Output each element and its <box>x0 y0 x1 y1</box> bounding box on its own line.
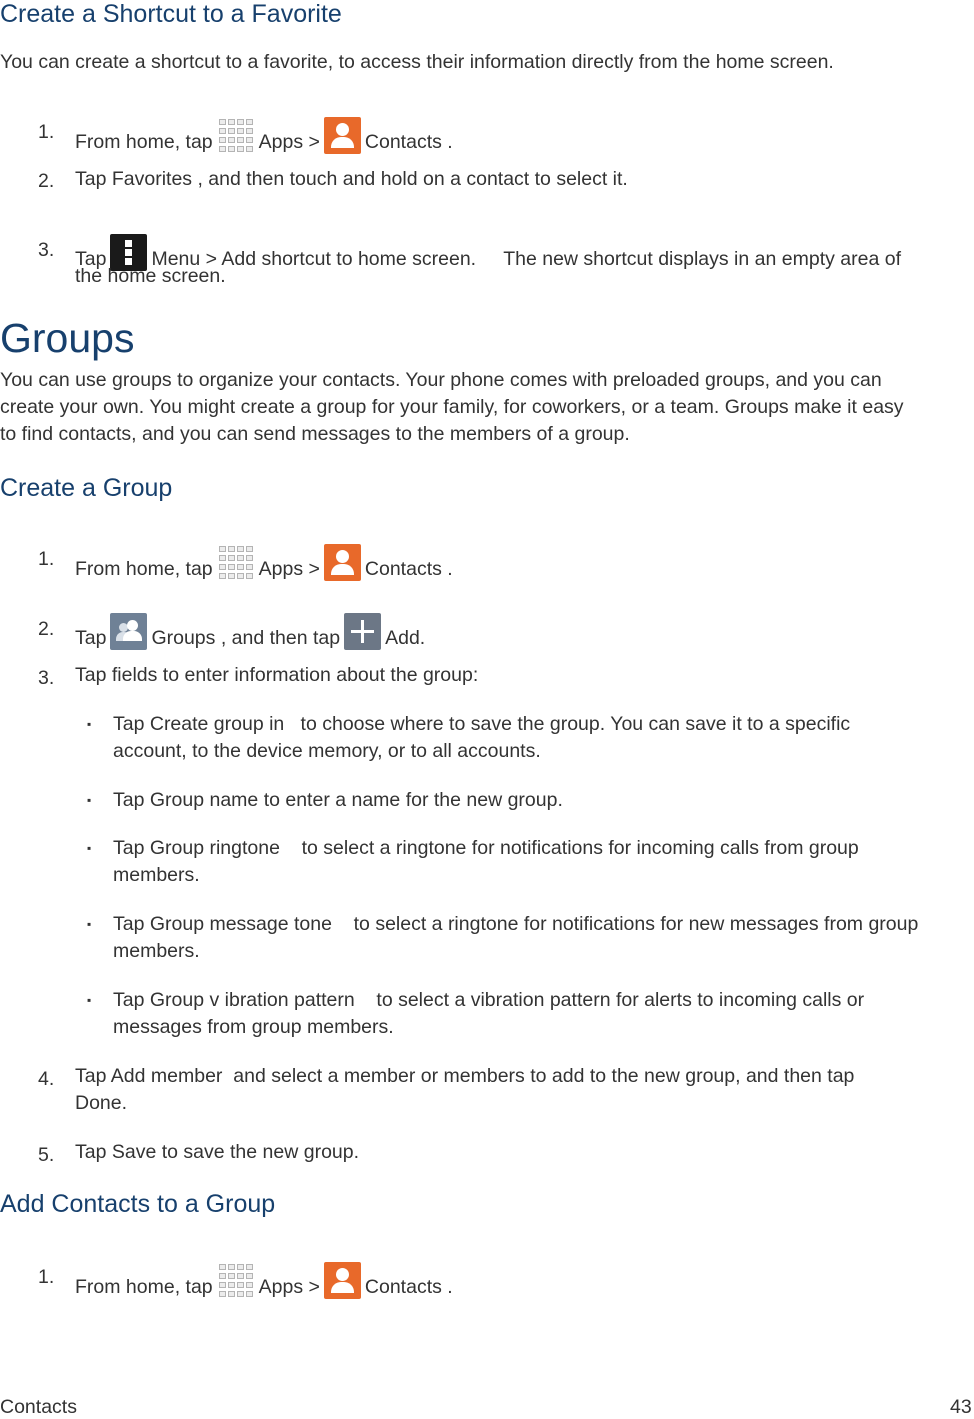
footer-section-name: Contacts <box>0 1396 77 1418</box>
add-icon <box>344 613 381 650</box>
step-text: From home, tap Apps > Contacts . <box>75 1261 453 1301</box>
step-number: 3. <box>38 667 55 689</box>
section-title-create-group: Create a Group <box>0 474 173 502</box>
bullet-text: Tap Group v ibration pattern to select a vibration pattern for alerts to incoming calls or <box>113 989 865 1011</box>
bullet-text: Tap Group message tone to select a ringtone for notifications for new messages from group <box>113 913 919 935</box>
page-heading-groups: Groups <box>0 315 135 361</box>
footer-page-number: 43 <box>950 1396 972 1418</box>
groups-intro-line: create your own. You might create a group for your family, for coworkers, or a team. Groups make it easy <box>0 396 904 418</box>
step-text: Tap Groups , and then tap Add. <box>75 613 425 652</box>
apps-icon <box>217 116 255 154</box>
step-text: From home, tap Apps > Contacts . <box>75 543 453 583</box>
bullet-text-continued: members. <box>113 864 200 886</box>
groups-intro-line: You can use groups to organize your contacts. Your phone comes with preloaded groups, and you can <box>0 369 882 391</box>
step-number: 1. <box>38 121 55 143</box>
bullet-marker: ▪ <box>87 793 92 807</box>
bullet-marker: ▪ <box>87 717 92 731</box>
step-number: 4. <box>38 1068 55 1090</box>
section-title-add-contacts: Add Contacts to a Group <box>0 1190 276 1218</box>
step-text-continued: Done. <box>75 1092 128 1114</box>
step-text: Tap Favorites , and then touch and hold on a contact to select it. <box>75 168 628 190</box>
bullet-text: Tap Group name to enter a name for the new group. <box>113 789 563 811</box>
bullet-text-continued: members. <box>113 940 200 962</box>
contacts-icon <box>324 117 361 154</box>
step-text: Tap Add member and select a member or members to add to the new group, and then tap <box>75 1065 855 1087</box>
bullet-marker: ▪ <box>87 993 92 1007</box>
section-title-shortcut: Create a Shortcut to a Favorite <box>0 0 342 28</box>
step-text-continued: the home screen. <box>75 265 226 287</box>
bullet-marker: ▪ <box>87 841 92 855</box>
groups-icon <box>110 613 147 650</box>
contacts-icon <box>324 1262 361 1299</box>
bullet-text-continued: account, to the device memory, or to all accounts. <box>113 740 541 762</box>
contacts-icon <box>324 544 361 581</box>
bullet-text-continued: messages from group members. <box>113 1016 394 1038</box>
bullet-text: Tap Create group in to choose where to save the group. You can save it to a specific <box>113 713 851 735</box>
step-text: Tap fields to enter information about the group: <box>75 664 479 686</box>
step-number: 1. <box>38 548 55 570</box>
step-number: 3. <box>38 239 55 261</box>
apps-icon <box>217 543 255 581</box>
bullet-text: Tap Group ringtone to select a ringtone for notifications for incoming calls from group <box>113 837 859 859</box>
step-text: Tap Menu > Add shortcut to home screen. The new shortcut displays in an empty area of <box>75 234 901 273</box>
step-number: 5. <box>38 1144 55 1166</box>
step-number: 1. <box>38 1266 55 1288</box>
section-intro-shortcut: You can create a shortcut to a favorite, to access their information directly from the home screen. <box>0 51 834 73</box>
step-text: Tap Save to save the new group. <box>75 1141 360 1163</box>
bullet-marker: ▪ <box>87 917 92 931</box>
groups-intro-line: to find contacts, and you can send messages to the members of a group. <box>0 423 630 445</box>
step-text: From home, tap Apps > Contacts . <box>75 116 453 156</box>
step-number: 2. <box>38 618 55 640</box>
step-number: 2. <box>38 170 55 192</box>
apps-icon <box>217 1261 255 1299</box>
